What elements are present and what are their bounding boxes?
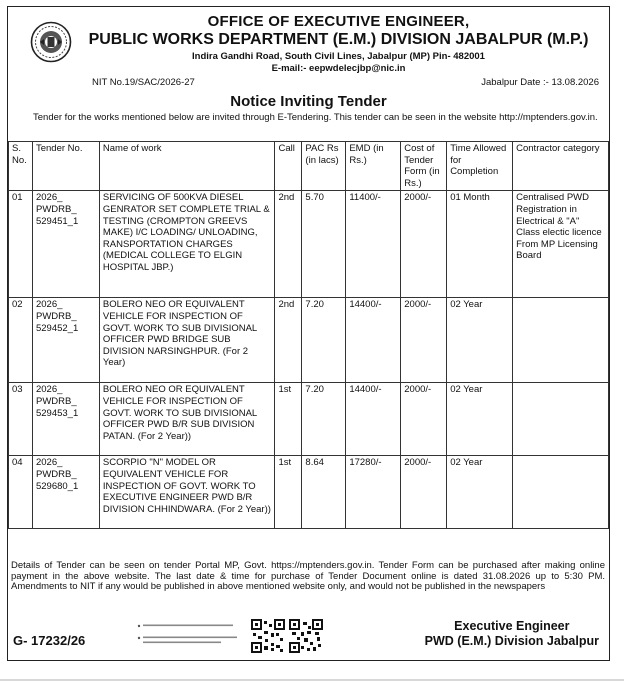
page-divider xyxy=(0,679,624,681)
qr-code-icon xyxy=(251,619,285,653)
emd-cell: 14400/- xyxy=(346,383,401,456)
column-header: Cost of Tender Form (in Rs.) xyxy=(401,142,447,191)
tender-no-cell: 2026_ PWDRB_ 529452_1 xyxy=(32,298,99,383)
pac-cell: 5.70 xyxy=(302,191,346,298)
serial-cell: 02 xyxy=(9,298,33,383)
signatory-designation: Executive Engineer xyxy=(454,619,570,633)
column-header: Contractor category xyxy=(513,142,609,191)
nit-number: NIT No.19/SAC/2026-27 xyxy=(92,77,195,88)
emd-cell: 17280/- xyxy=(346,456,401,529)
signatory xyxy=(425,619,599,649)
category-cell: Centralised PWD Registration in Electrical & "A" Class electic licence From MP Licensing Board xyxy=(513,191,609,298)
category-cell xyxy=(513,456,609,529)
column-header: Name of work xyxy=(99,142,275,191)
tender-no-cell: 2026_ PWDRB_ 529451_1 xyxy=(32,191,99,298)
cost-cell: 2000/- xyxy=(401,456,447,529)
column-header: Time Allowed for Completion xyxy=(447,142,513,191)
office-address: Indira Gandhi Road, South Civil Lines, Jabalpur (MP) Pin- 482001 xyxy=(192,51,485,62)
column-header: Tender No. xyxy=(32,142,99,191)
table-row xyxy=(9,298,609,383)
signatory-office: PWD (E.M.) Division Jabalpur xyxy=(424,634,599,648)
office-title: OFFICE OF EXECUTIVE ENGINEER, xyxy=(207,13,470,30)
department-title: PUBLIC WORKS DEPARTMENT (E.M.) DIVISION JABALPUR (M.P.) xyxy=(88,31,589,48)
work-cell: SCORPIO "N" MODEL OR EQUIVALENT VEHICLE FOR INSPECTION OF GOVT. WORK TO EXECUTIVE ENGINEER PWD B/R DIVISION CHHINDWARA. (For 2 Year)) xyxy=(99,456,275,529)
table-header-row xyxy=(9,142,609,191)
column-header: PAC Rs (in lacs) xyxy=(302,142,346,191)
office-header xyxy=(8,13,609,74)
call-cell: 1st xyxy=(275,456,302,529)
work-cell: BOLERO NEO OR EQUIVALENT VEHICLE FOR INSPECTION OF GOVT. WORK TO SUB DIVISIONAL OFFICER PWD BRIDGE SUB DIVISION NARSINGHPUR. (For 2 Year) xyxy=(99,298,275,383)
tender-no-cell: 2026_ PWDRB_ 529453_1 xyxy=(32,383,99,456)
qr-code-icon xyxy=(289,619,323,653)
cost-cell: 2000/- xyxy=(401,191,447,298)
g-number: G- 17232/26 xyxy=(13,633,86,648)
intro-text: Tender for the works mentioned below are invited through E-Tendering. This tender can be seen in the website http://mptenders.gov.in. xyxy=(33,112,598,123)
category-cell xyxy=(513,383,609,456)
pac-cell: 8.64 xyxy=(302,456,346,529)
hindi-info-graphic xyxy=(133,619,243,653)
table-row xyxy=(9,456,609,529)
cost-cell: 2000/- xyxy=(401,298,447,383)
serial-cell: 03 xyxy=(9,383,33,456)
office-email: E-mail:- eepwdelecjbp@nic.in xyxy=(271,63,406,74)
pac-cell: 7.20 xyxy=(302,298,346,383)
notice-heading: Notice Inviting Tender xyxy=(230,93,387,110)
work-cell: SERVICING OF 500KVA DIESEL GENRATOR SET COMPLETE TRIAL & TESTING (CROMPTON GREEVS MAKE) I/C LOADING/ UNLOADING, RANSPORTATION CHARGES (MEDICAL COLLEGE TO ELGIN HOSPITAL JBP.) xyxy=(99,191,275,298)
serial-cell: 04 xyxy=(9,456,33,529)
column-header: S. No. xyxy=(9,142,33,191)
work-cell: BOLERO NEO OR EQUIVALENT VEHICLE FOR INSPECTION OF GOVT. WORK TO SUB DIVISIONAL OFFICER PWD B/R SUB DIVISION PATAN. (For 2 Year)) xyxy=(99,383,275,456)
column-header: Call xyxy=(275,142,302,191)
time-cell: 01 Month xyxy=(447,191,513,298)
tender-notice xyxy=(7,6,610,661)
tender-table xyxy=(8,141,609,529)
time-cell: 02 Year xyxy=(447,456,513,529)
column-header: EMD (in Rs.) xyxy=(346,142,401,191)
table-row xyxy=(9,383,609,456)
emd-cell: 11400/- xyxy=(346,191,401,298)
emd-cell: 14400/- xyxy=(346,298,401,383)
call-cell: 2nd xyxy=(275,298,302,383)
tender-no-cell: 2026_ PWDRB_ 529680_1 xyxy=(32,456,99,529)
notice-date: Jabalpur Date :- 13.08.2026 xyxy=(481,77,599,88)
call-cell: 1st xyxy=(275,383,302,456)
footer-details: Details of Tender can be seen on tender Portal MP, Govt. https://mptenders.gov.in. Tender Form can be purchased after making online payment in the above website. The last date & time for purchase of Tender Document online is dated 31.08.2026 up to 5:30 PM. Amendments to NIT if any would be published in above mentioned website only, and would not be published in the newspapers xyxy=(11,560,605,593)
call-cell: 2nd xyxy=(275,191,302,298)
time-cell: 02 Year xyxy=(447,383,513,456)
category-cell xyxy=(513,298,609,383)
pac-cell: 7.20 xyxy=(302,383,346,456)
serial-cell: 01 xyxy=(9,191,33,298)
time-cell: 02 Year xyxy=(447,298,513,383)
cost-cell: 2000/- xyxy=(401,383,447,456)
table-row xyxy=(9,191,609,298)
